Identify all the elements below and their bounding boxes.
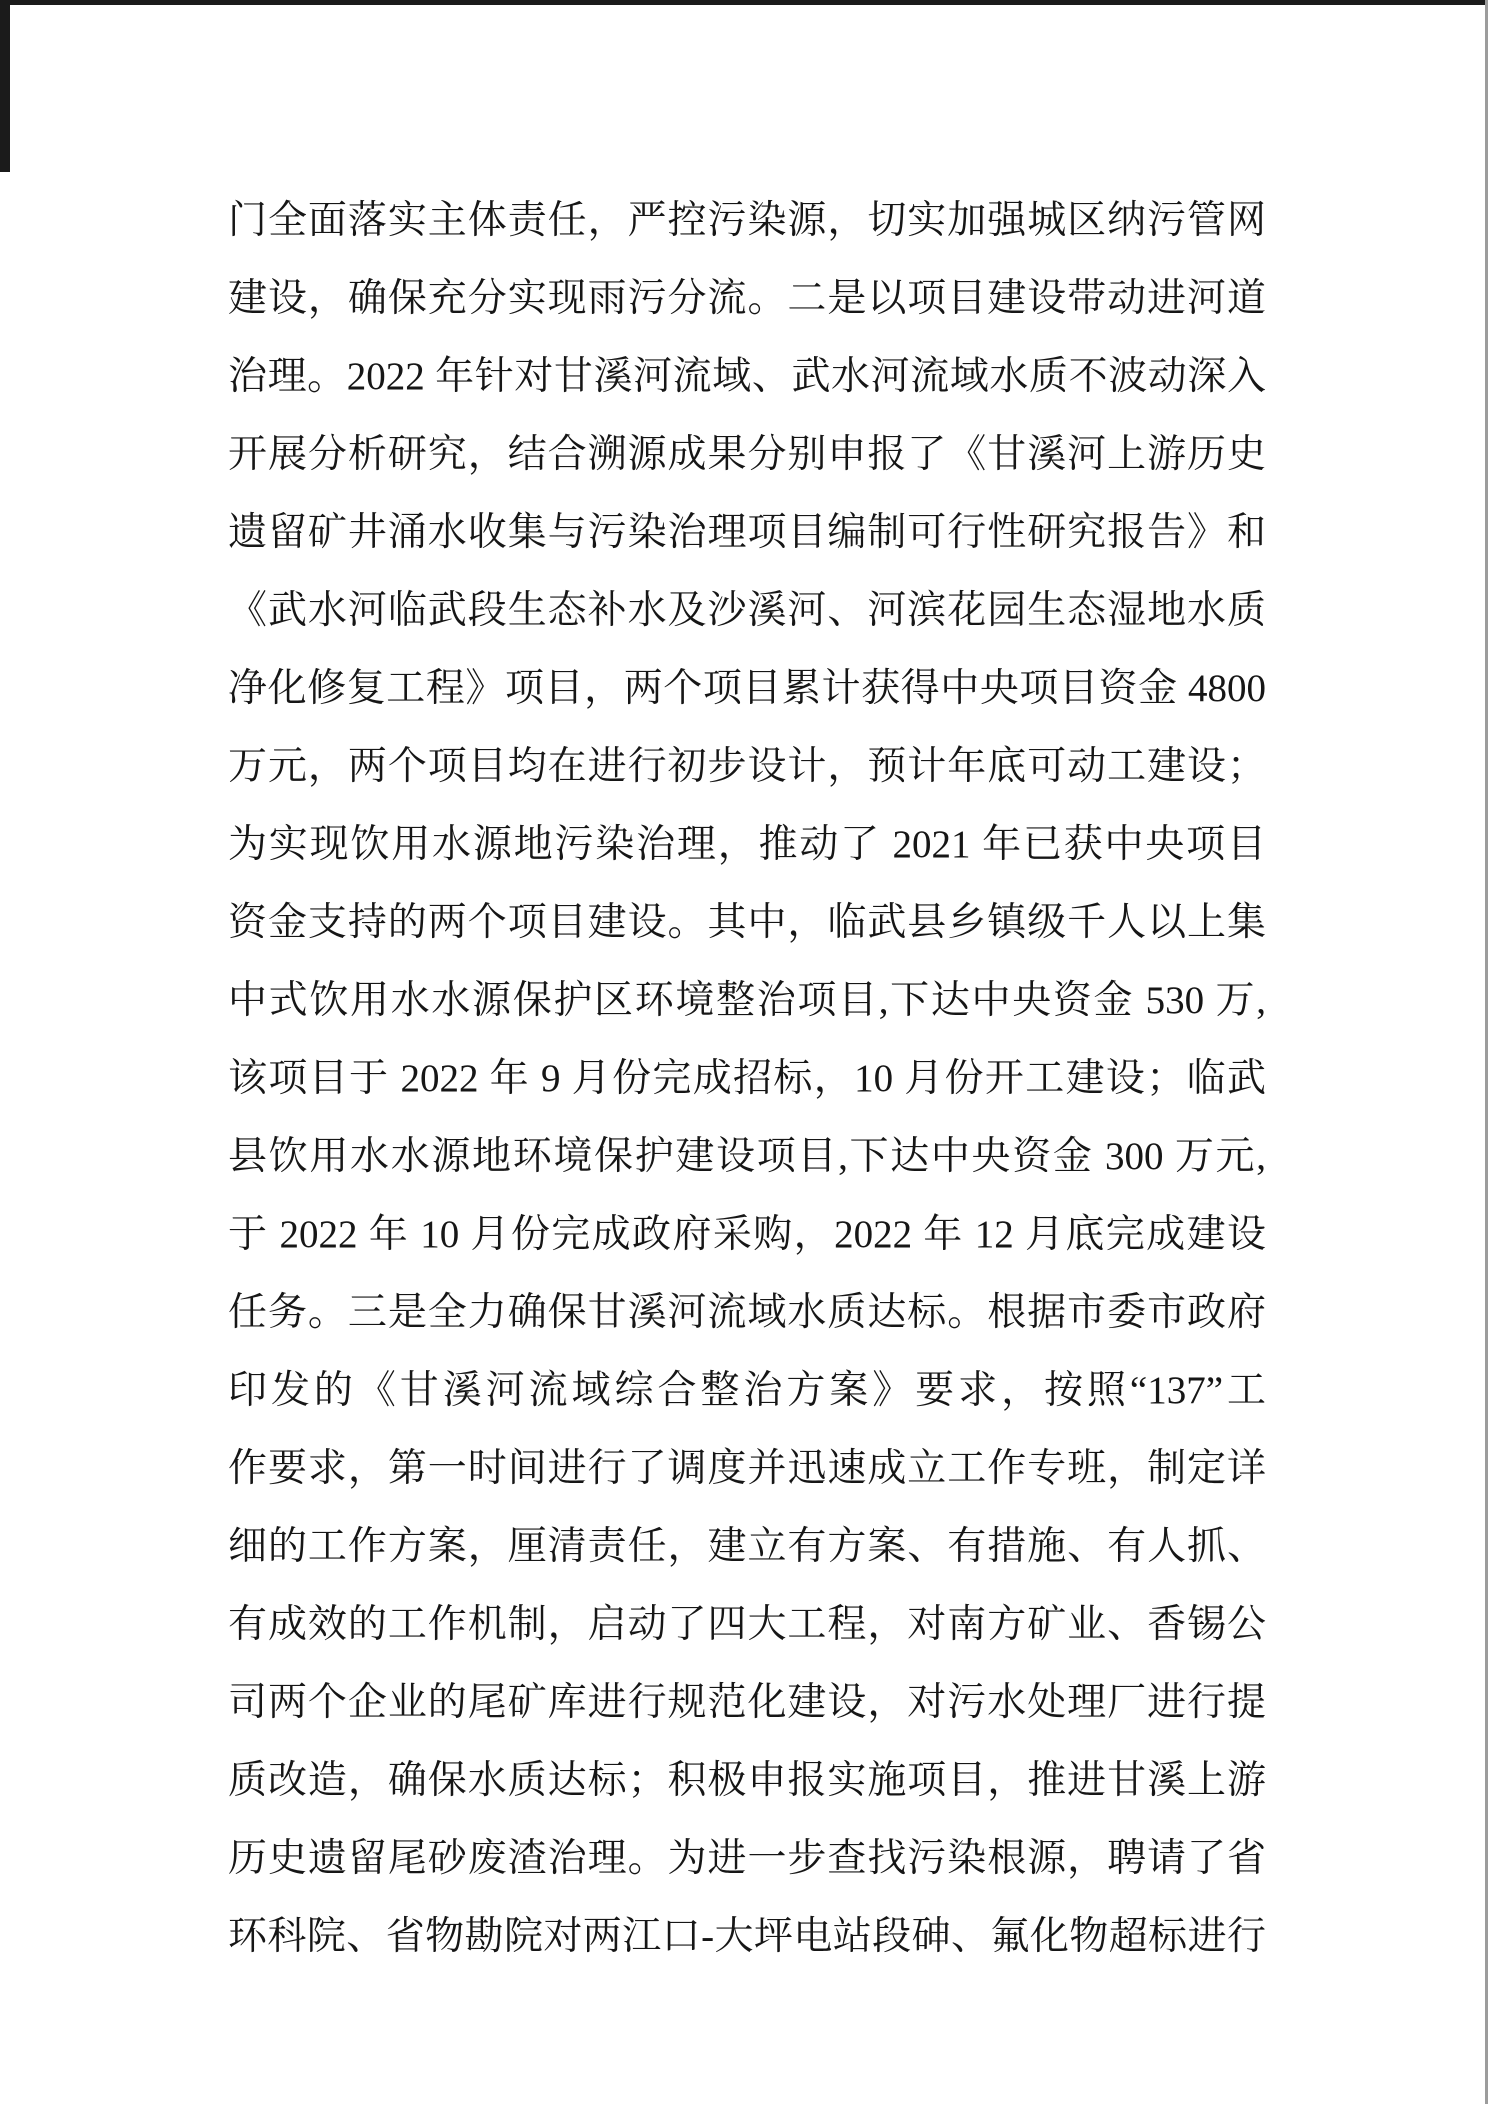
body-text	[228, 182, 1266, 1976]
text-line: 于 2022 年 10 月份完成政府采购，2022 年 12 月底完成建设	[228, 1213, 1266, 1256]
text-line: 司两个企业的尾矿库进行规范化建设，对污水处理厂进行提	[228, 1681, 1266, 1724]
text-line: 印发的《甘溪河流域综合整治方案》要求，按照“137”工	[228, 1369, 1266, 1412]
text-line: 作要求，第一时间进行了调度并迅速成立工作专班，制定详	[228, 1447, 1266, 1490]
text-line: 万元，两个项目均在进行初步设计，预计年底可动工建设；	[228, 745, 1266, 788]
text-line: 门全面落实主体责任，严控污染源，切实加强城区纳污管网	[228, 199, 1266, 242]
text-line: 细的工作方案，厘清责任，建立有方案、有措施、有人抓、	[228, 1525, 1266, 1568]
page-top-edge	[0, 0, 1488, 5]
text-line: 县饮用水水源地环境保护建设项目,下达中央资金 300 万元,	[228, 1135, 1266, 1178]
text-line: 遗留矿井涌水收集与污染治理项目编制可行性研究报告》和	[228, 511, 1266, 554]
text-line: 环科院、省物勘院对两江口-大坪电站段砷、氟化物超标进行	[228, 1915, 1266, 1958]
text-line: 净化修复工程》项目，两个项目累计获得中央项目资金 4800	[228, 667, 1266, 710]
page-left-edge	[0, 0, 10, 172]
text-line: 任务。三是全力确保甘溪河流域水质达标。根据市委市政府	[228, 1291, 1266, 1334]
text-line: 资金支持的两个项目建设。其中，临武县乡镇级千人以上集	[228, 901, 1266, 944]
text-line: 开展分析研究，结合溯源成果分别申报了《甘溪河上游历史	[228, 433, 1266, 476]
text-line: 为实现饮用水源地污染治理，推动了 2021 年已获中央项目	[228, 823, 1266, 866]
text-line: 中式饮用水水源保护区环境整治项目,下达中央资金 530 万,	[228, 979, 1266, 1022]
text-line: 质改造，确保水质达标；积极申报实施项目，推进甘溪上游	[228, 1759, 1266, 1802]
text-line: 建设，确保充分实现雨污分流。二是以项目建设带动进河道	[228, 277, 1266, 320]
text-line: 历史遗留尾砂废渣治理。为进一步查找污染根源，聘请了省	[228, 1837, 1266, 1880]
text-line: 该项目于 2022 年 9 月份完成招标，10 月份开工建设；临武	[228, 1057, 1266, 1100]
text-line: 有成效的工作机制，启动了四大工程，对南方矿业、香锡公	[228, 1603, 1266, 1646]
text-line: 《武水河临武段生态补水及沙溪河、河滨花园生态湿地水质	[228, 589, 1266, 632]
text-line: 治理。2022 年针对甘溪河流域、武水河流域水质不波动深入	[228, 355, 1266, 398]
